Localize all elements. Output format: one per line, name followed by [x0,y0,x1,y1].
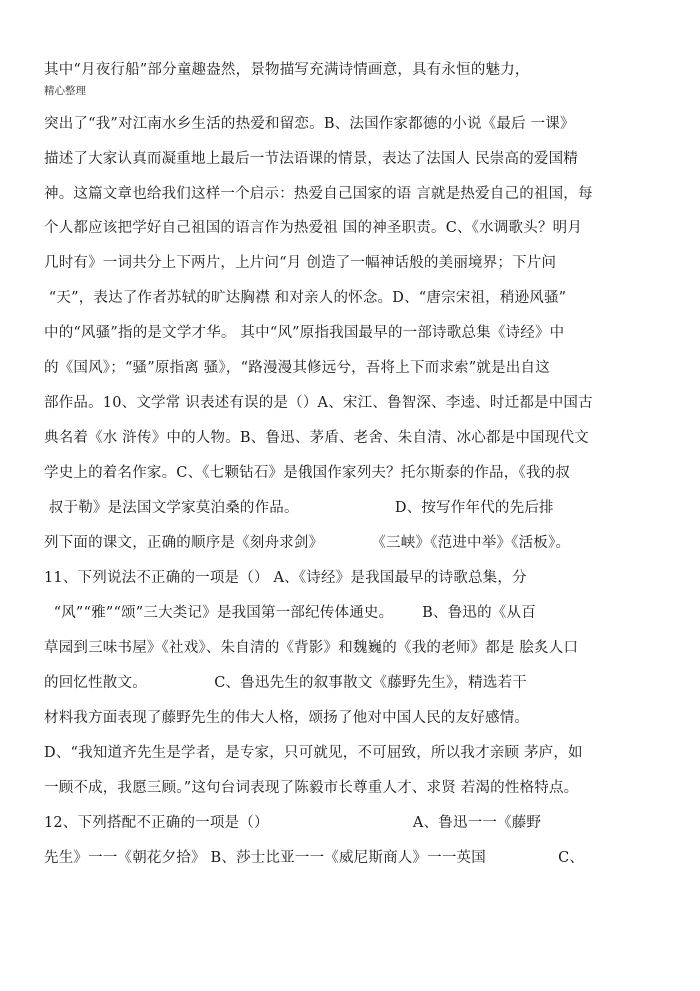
body-line: 中的“风骚”指的是文学才华。 其中“风”原指我国最早的一部诗歌总集《诗经》中 [44,325,565,341]
body-line: “风”“雅”“颂”三大类记》是我国第一部纪传体通史。 B、鲁迅的《从百 [44,605,536,621]
body-line: 先生》一一《朝花夕拾》 B、莎士比亚一一《威尼斯商人》一一英国 C、 [44,850,585,866]
body-line: 的回忆性散文。 C、鲁迅先生的叙事散文《藤野先生》，精选若干 [44,675,527,691]
watermark-text: 精心整理 [44,85,86,97]
body-line: 草园到三味书屋》《社戏》、朱自清的《背影》和魏巍的《我的老师》都是 脍炙人口 [44,640,579,656]
body-line: 部作品。10、文学常 识表述有误的是（）A、宋江、鲁智深、李逵、时迁都是中国古 [44,395,593,411]
body-line: 突出了“我”对江南水乡生活的热爱和留恋。B、法国作家都德的小说《最后 一课》 [44,116,575,132]
body-line: 的《国风》；“骚”原指离 骚》，“路漫漫其修远兮，吾将上下而求索”就是出自这 [44,360,550,376]
body-line: 列下面的课文，正确的顺序是《刻舟求剑》 《三峡》《范进中举》《活板》。 [44,535,571,551]
body-line: 材料我方面表现了藤野先生的伟大人格，颂扬了他对中国人民的友好感情。 [44,710,530,726]
body-line: 学史上的着名作家。C、《七颗钻石》是俄国作家列夫？托尔斯泰的作品，《我的叔 [44,465,570,481]
body-line: 描述了大家认真而凝重地上最后一节法语课的情景，表达了法国人 民崇高的爱国精 [44,151,579,167]
body-line: 典名着《水 浒传》中的人物。B、鲁迅、茅盾、老舍、朱自清、冰心都是中国现代文 [44,430,589,446]
body-line: 一顾不成，我愿三顾。”这句台词表现了陈毅市长尊重人才、求贤 若渴的性格特点。 [44,780,579,796]
body-line: 12、下列搭配不正确的一项是（） A、鲁迅一一《藤野 [44,815,542,831]
body-line: 几时有》一词共分上下两片，上片问“月 创造了一幅神话般的美丽境界；下片问 [44,255,557,271]
body-line: 11、下列说法不正确的一项是（） A、《诗经》是我国最早的诗歌总集，分 [44,570,527,586]
body-line: “天”，表达了作者苏轼的旷达胸襟 和对亲人的怀念。D、“唐宗宋祖，稍逊风骚” [44,290,567,306]
body-line: 神。这篇文章也给我们这样一个启示：热爱自己国家的语 言就是热爱自己的祖国，每 [44,186,593,202]
body-line: 个人都应该把学好自己祖国的语言作为热爱祖 国的神圣职责。C、《水调歌头？明月 [44,220,583,236]
header-line: 其中“月夜行船”部分童趣盎然，景物描写充满诗情画意，具有永恒的魅力， [44,62,530,78]
body-line: 叔于勒》是法国文学家莫泊桑的作品。 D、按写作年代的先后排 [44,500,554,516]
body-line: D、“我知道齐先生是学者，是专家，只可就见，不可屈致，所以我才亲顾 茅庐，如 [44,745,583,761]
